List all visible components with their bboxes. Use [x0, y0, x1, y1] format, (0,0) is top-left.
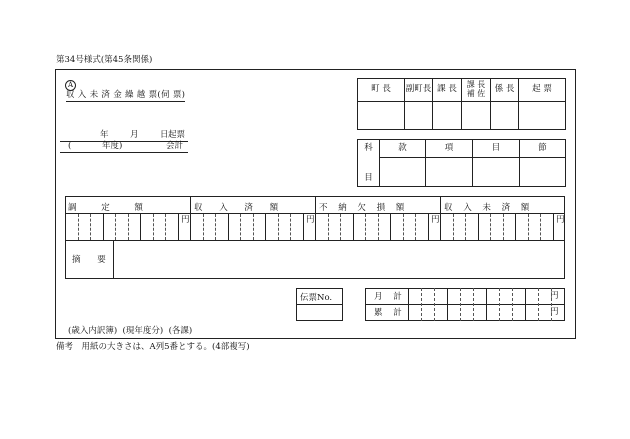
category-label-top: 科 [358, 140, 380, 158]
totals-group-line [486, 288, 487, 321]
category-table [357, 139, 566, 187]
category-header-kou: 項 [426, 140, 473, 158]
approval-stamp-cell[interactable] [433, 102, 462, 130]
totals-unit-yen: 円 [550, 291, 559, 301]
amounts-col-divider [190, 196, 191, 240]
approval-table [357, 78, 566, 130]
digit-line [465, 214, 466, 240]
approval-header-deputy-mayor: 副町長 [405, 79, 433, 102]
digit-group-line [553, 214, 554, 240]
approval-stamp-cell[interactable] [358, 102, 405, 130]
totals-label-divider [408, 288, 409, 321]
totals-digit-line [460, 288, 461, 321]
unit-yen: 円 [556, 215, 565, 225]
amounts-header-deficit [319, 201, 437, 213]
summary-label: 摘 要 [72, 255, 106, 265]
amounts-header-text: 収 入 済 額 [194, 203, 279, 213]
approval-header-drafter: 起 票 [519, 79, 566, 102]
amounts-header-text: 収 入 未 済 額 [444, 203, 530, 213]
totals-divider [365, 304, 565, 305]
totals-group-line [447, 288, 448, 321]
category-label-bottom: 目 [358, 158, 380, 187]
digit-line [340, 214, 341, 240]
approval-stamp-cell[interactable] [491, 102, 519, 130]
digit-line [415, 214, 416, 240]
category-header-moku: 目 [473, 140, 520, 158]
fiscal-year: 年度) [102, 141, 123, 151]
digit-line [365, 214, 366, 240]
digit-line [490, 214, 491, 240]
date-day: 日 [160, 130, 169, 140]
digit-line [203, 214, 204, 240]
category-value-cell[interactable] [473, 158, 520, 187]
month-total-label: 月 計 [374, 292, 402, 302]
digit-line [240, 214, 241, 240]
digit-group-line [228, 214, 229, 240]
form-number: 第34号様式(第45条関係) [56, 55, 153, 65]
category-value-cell[interactable] [520, 158, 566, 187]
amounts-header-outstanding [444, 201, 562, 213]
digit-line [403, 214, 404, 240]
totals-digit-line [551, 288, 552, 321]
digit-line [90, 214, 91, 240]
totals-group-line [525, 288, 526, 321]
digit-group-line [353, 214, 354, 240]
digit-line [165, 214, 166, 240]
digit-line [290, 214, 291, 240]
approval-stamp-cell[interactable] [405, 102, 433, 130]
form-title: 収 入 未 済 金 繰 越 票(伺 票) [66, 90, 186, 100]
digit-line [78, 214, 79, 240]
digit-group-line [140, 214, 141, 240]
category-header-kan: 款 [380, 140, 426, 158]
digit-line [328, 214, 329, 240]
digit-line [453, 214, 454, 240]
approval-stamp-cell[interactable] [519, 102, 566, 130]
date-year: 年 [100, 130, 109, 140]
digit-group-line [428, 214, 429, 240]
summary-field[interactable] [114, 241, 564, 278]
totals-digit-line [538, 288, 539, 321]
approval-header-unit-chief: 係 長 [491, 79, 519, 102]
digit-group-line [303, 214, 304, 240]
voucher-label: 伝票No. [300, 293, 333, 303]
amounts-header-received [194, 201, 312, 213]
unit-yen: 円 [181, 215, 190, 225]
digit-group-line [478, 214, 479, 240]
amounts-header-text: 不 納 欠 損 額 [319, 203, 405, 213]
date-suffix: 起票 [168, 130, 186, 140]
circle-a-icon: A [65, 80, 76, 91]
amounts-header-text: 調 定 額 [68, 203, 143, 213]
notes-line: (歳入内訳簿) (現年度分) (各課) [68, 326, 193, 336]
unit-yen: 円 [431, 215, 440, 225]
digit-line [540, 214, 541, 240]
digit-group-line [178, 214, 179, 240]
category-value-cell[interactable] [426, 158, 473, 187]
approval-stamp-cell[interactable] [462, 102, 491, 130]
digit-line [115, 214, 116, 240]
totals-digit-line [421, 288, 422, 321]
category-header-setsu: 節 [520, 140, 566, 158]
fiscal-account: 会計 [166, 141, 184, 151]
fiscal-open: ( [68, 141, 72, 151]
date-month: 月 [130, 130, 139, 140]
digit-line [503, 214, 504, 240]
totals-unit-yen: 円 [550, 307, 559, 317]
totals-digit-line [434, 288, 435, 321]
digit-group-line [515, 214, 516, 240]
cumulative-total-label: 累 計 [374, 308, 402, 318]
approval-header-section-chief: 課 長 [433, 79, 462, 102]
digit-line [253, 214, 254, 240]
digit-group-line [265, 214, 266, 240]
amounts-col-divider [440, 196, 441, 240]
digit-line [378, 214, 379, 240]
totals-digit-line [499, 288, 500, 321]
digit-line [278, 214, 279, 240]
approval-header-mayor: 町 長 [358, 79, 405, 102]
digit-group-line [390, 214, 391, 240]
voucher-divider [296, 304, 343, 305]
amounts-header-adjusted [68, 201, 186, 213]
unit-yen: 円 [306, 215, 315, 225]
remark-line: 備考 用紙の大きさは、A列5番とする。(4部複写) [56, 342, 250, 352]
digit-line [528, 214, 529, 240]
category-value-cell[interactable] [380, 158, 426, 187]
approval-header-assistant-chief: 課 長 補 佐 [462, 79, 491, 102]
digit-group-line [103, 214, 104, 240]
amounts-col-divider [315, 196, 316, 240]
fiscal-line [60, 142, 188, 153]
digit-line [153, 214, 154, 240]
digit-line [215, 214, 216, 240]
totals-digit-line [473, 288, 474, 321]
digit-line [128, 214, 129, 240]
totals-digit-line [512, 288, 513, 321]
